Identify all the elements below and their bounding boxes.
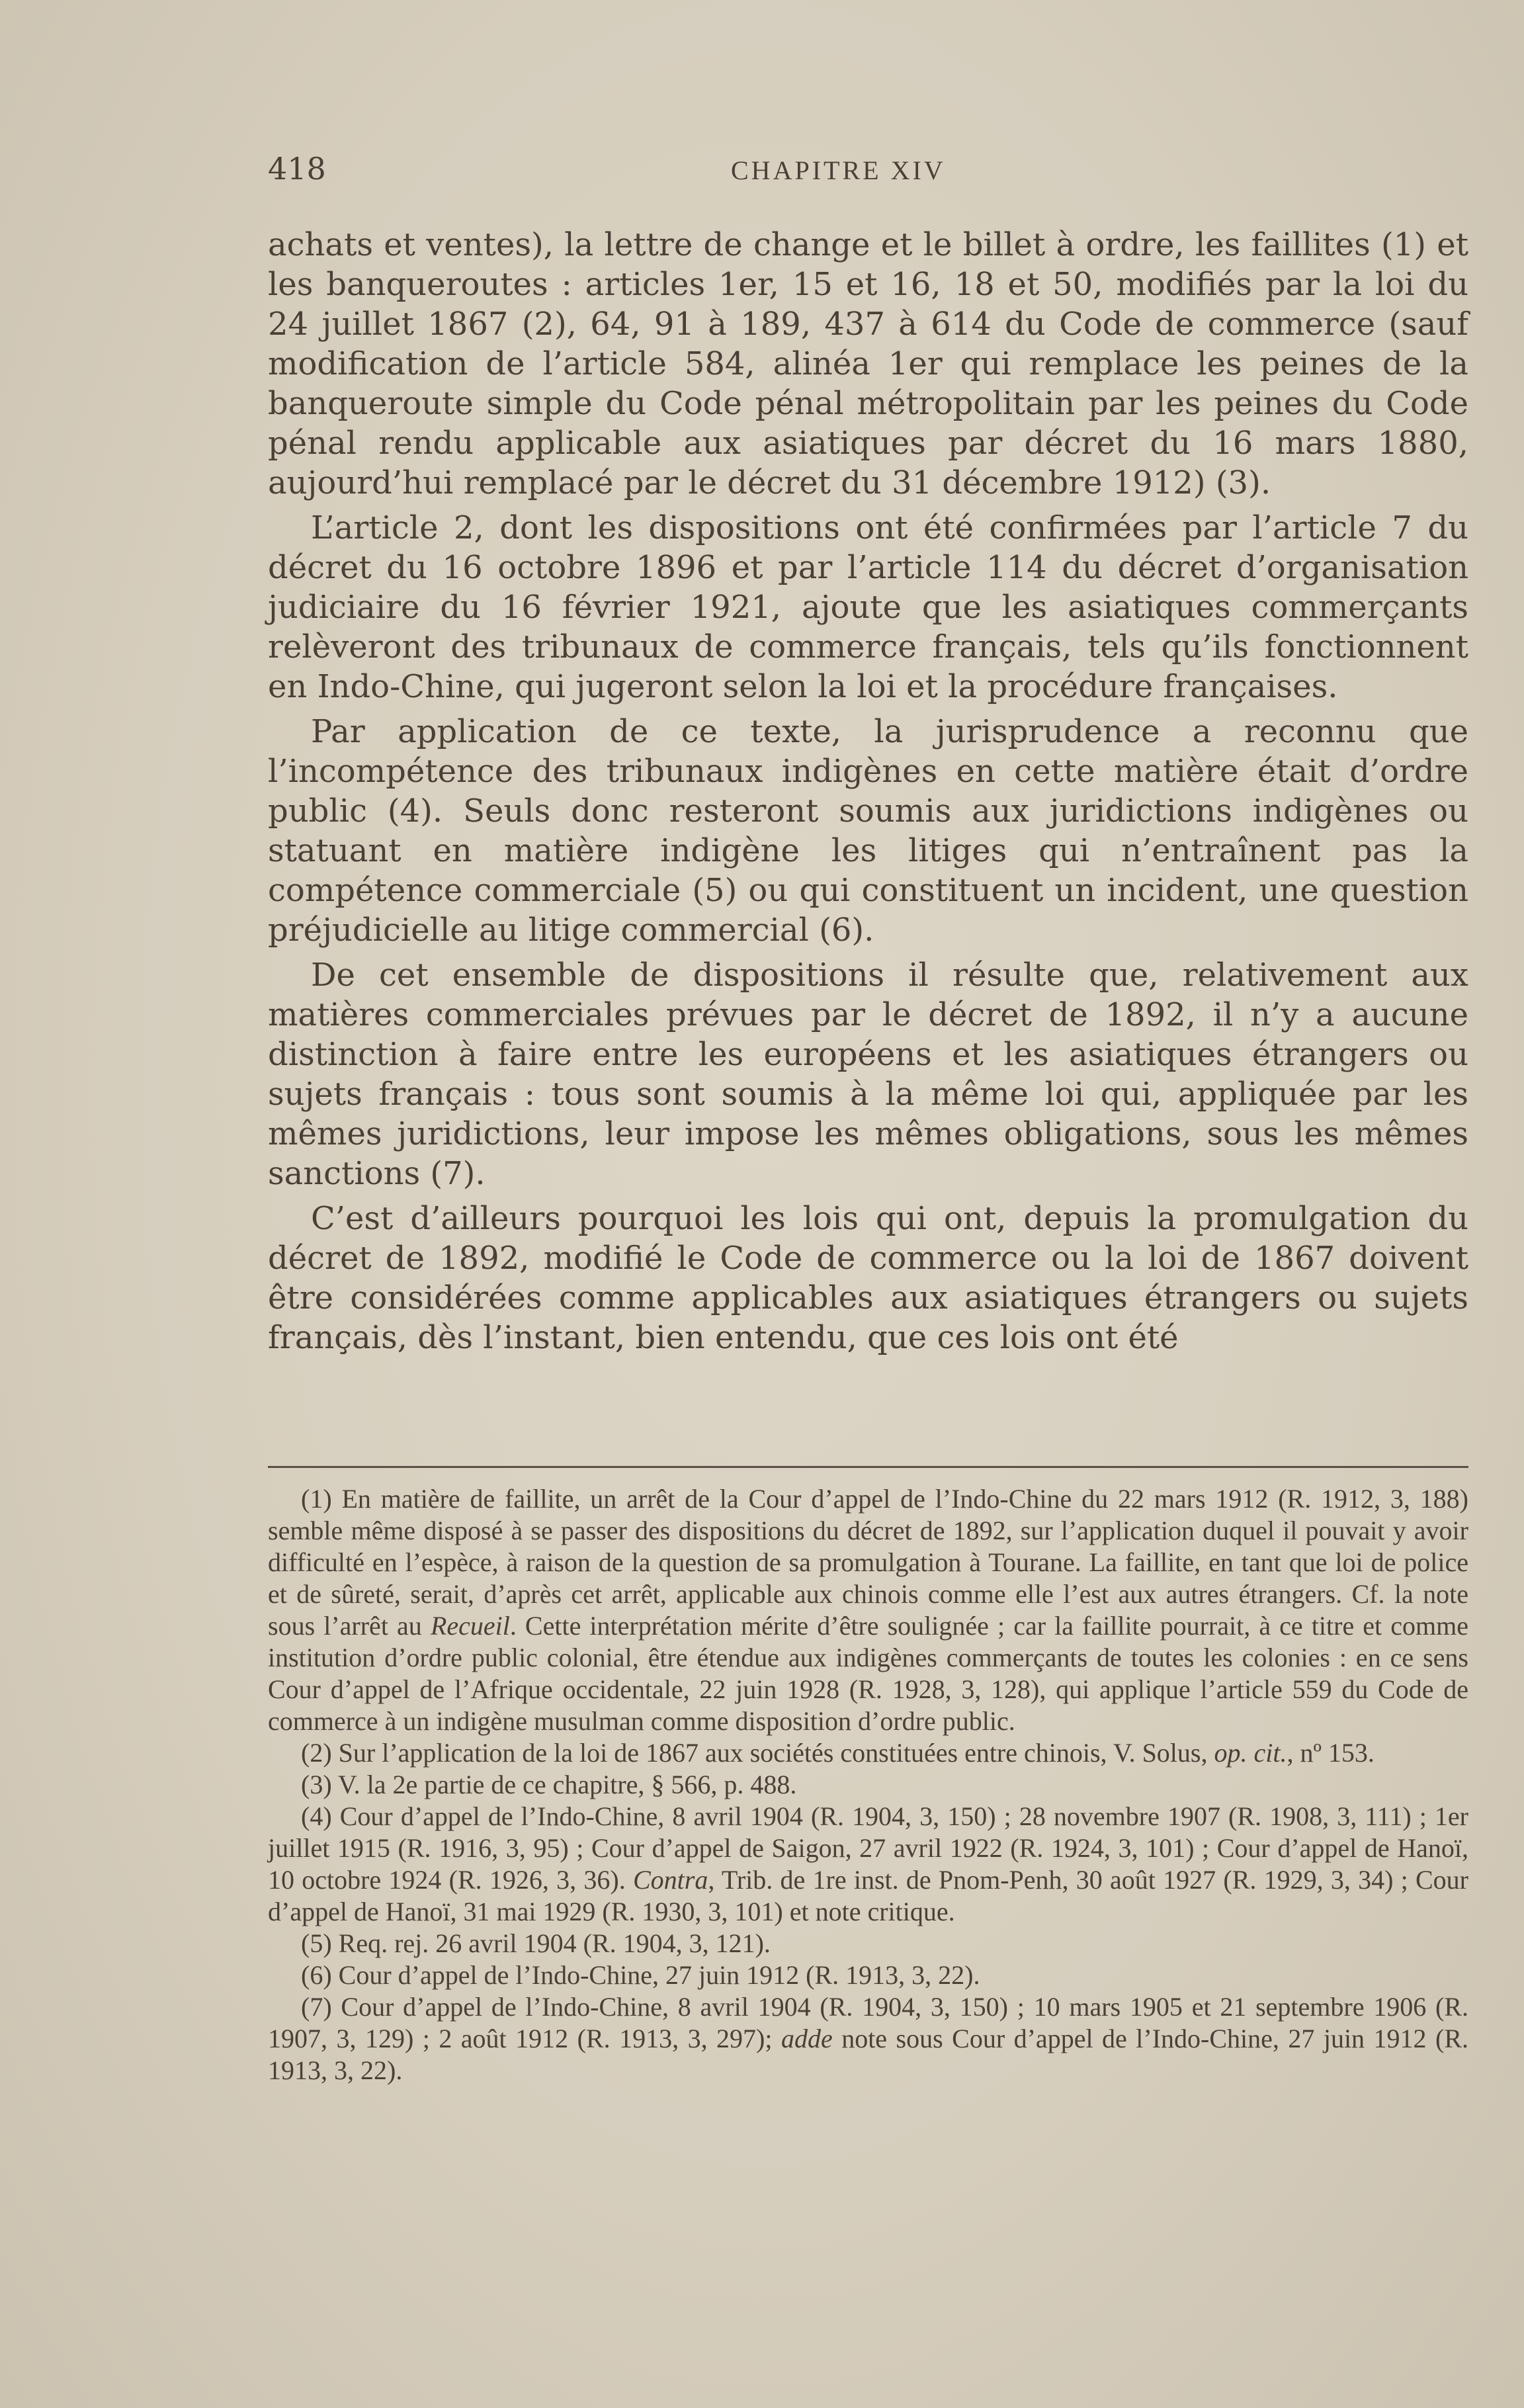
footnote-7: (7) Cour d’appel de l’Indo-Chine, 8 avril 1904 (R. 1904, 3, 150) ; 10 mars 1905 et 21 septembre 1906 (R. 1907, 3, 129) ; 2 août 1912 (R. 1913, 3, 297); adde note sous Cour d’appel de l’Indo-Chine, 27 juin 1912 (R. 1913, 3, 22). — [268, 1992, 1469, 2085]
footnote-4: (4) Cour d’appel de l’Indo-Chine, 8 avril 1904 (R. 1904, 3, 150) ; 28 novembre 1907 (R. 1908, 3, 111) ; 1er juillet 1915 (R. 1916, 3, 95) ; Cour d’appel de Saigon, 27 avril 1922 (R. 1924, 3, 101) ; Cour d’appel de Hanoï, 10 octobre 1924 (R. 1926, 3, 36). Contra, Trib. de 1re inst. de Pnom-Penh, 30 août 1927 (R. 1929, 3, 34) ; Cour d’appel de Hanoï, 31 mai 1929 (R. 1930, 3, 101) et note critique. — [268, 1801, 1469, 1926]
footnotes — [268, 1483, 1468, 2086]
footnote-1: (1) En matière de faillite, un arrêt de la Cour d’appel de l’Indo-Chine du 22 mars 1912 (R. 1912, 3, 188) semble même disposé à se passer des dispositions du décret de 1892, sur l’application duquel il pouvait y avoir difficulté en l’espèce, à raison de la question de sa promulgation à Tourane. La faillite, en tant que loi de police et de sûreté, serait, d’après cet arrêt, applicable aux chinois comme elle l’est aux autres étrangers. Cf. la note sous l’arrêt au Recueil. Cette interprétation mérite d’être soulignée ; car la faillite pourrait, à ce titre et comme institution d’ordre public colonial, être étendue aux indigènes commerçants de toutes les colonies : en ce sens Cour d’appel de l’Afrique occidentale, 22 juin 1928 (R. 1928, 3, 128), qui applique l’article 559 du Code de commerce à un indigène musulman comme disposition d’ordre public. — [268, 1484, 1468, 1736]
body-paragraph-4: De cet ensemble de dispositions il résulte que, relativement aux matières commerciales prévues par le décret de 1892, il n’y a aucune distinction à faire entre les européens et les asiatiques étrangers ou sujets français : tous sont soumis à la même loi qui, appliquée par les mêmes juridictions, leur impose les mêmes obligations, sous les mêmes sanctions (7). — [268, 957, 1468, 1192]
body-paragraph-3: Par application de ce texte, la jurisprudence a reconnu que l’incompétence des tribunaux indigènes en cette matière était d’ordre public (4). Seuls donc resteront soumis aux juridictions indigènes ou statuant en matière indigène les litiges qui n’entraînent pas la compétence commerciale (5) ou qui constituent un incident, une question préjudicielle au litige commercial (6). — [268, 713, 1468, 949]
body-paragraph-2: L’article 2, dont les dispositions ont été confirmées par l’article 7 du décret du 16 octobre 1896 et par l’article 114 du décret d’organisation judiciaire du 16 février 1921, ajoute que les asiatiques commerçants relèveront des tribunaux de commerce français, tels qu’ils fonctionnent en Indo-Chine, qui jugeront selon la loi et la procédure françaises. — [268, 509, 1468, 705]
footnote-6: (6) Cour d’appel de l’Indo-Chine, 27 juin 1912 (R. 1913, 3, 22). — [301, 1960, 980, 1990]
page-number: 418 — [268, 151, 326, 187]
body-paragraph-1: achats et ventes), la lettre de change et le billet à ordre, les faillites (1) et les banqueroutes : articles 1er, 15 et 16, 18 et 50, modifiés par la loi du 24 juillet 1867 (2), 64, 91 à 189, 437 à 614 du Code de commerce (sauf modification de l’article 584, alinéa 1er qui remplace les peines de la banqueroute simple du Code pénal métropolitain par les peines du Code pénal rendu applicable aux asiatiques par décret du 16 mars 1880, aujourd’hui remplacé par le décret du 31 décembre 1912) (3). — [268, 226, 1468, 501]
page-header — [268, 151, 1468, 197]
footnote-3: (3) V. la 2e partie de ce chapitre, § 566, p. 488. — [301, 1770, 797, 1799]
footnote-divider — [268, 1466, 1468, 1468]
footnote-2: (2) Sur l’application de la loi de 1867 aux sociétés constituées entre chinois, V. Solus, op. cit., nº 153. — [301, 1738, 1375, 1768]
body-paragraph-5: C’est d’ailleurs pourquoi les lois qui ont, depuis la promulgation du décret de 1892, modifié le Code de commerce ou la loi de 1867 doivent être considérées comme applicables aux asiatiques étrangers ou sujets français, dès l’instant, bien entendu, que ces lois ont été — [268, 1200, 1468, 1356]
footnote-5: (5) Req. rej. 26 avril 1904 (R. 1904, 3, 121). — [301, 1928, 771, 1958]
main-text — [268, 225, 1468, 1357]
chapter-title: CHAPITRE XIV — [731, 155, 946, 185]
